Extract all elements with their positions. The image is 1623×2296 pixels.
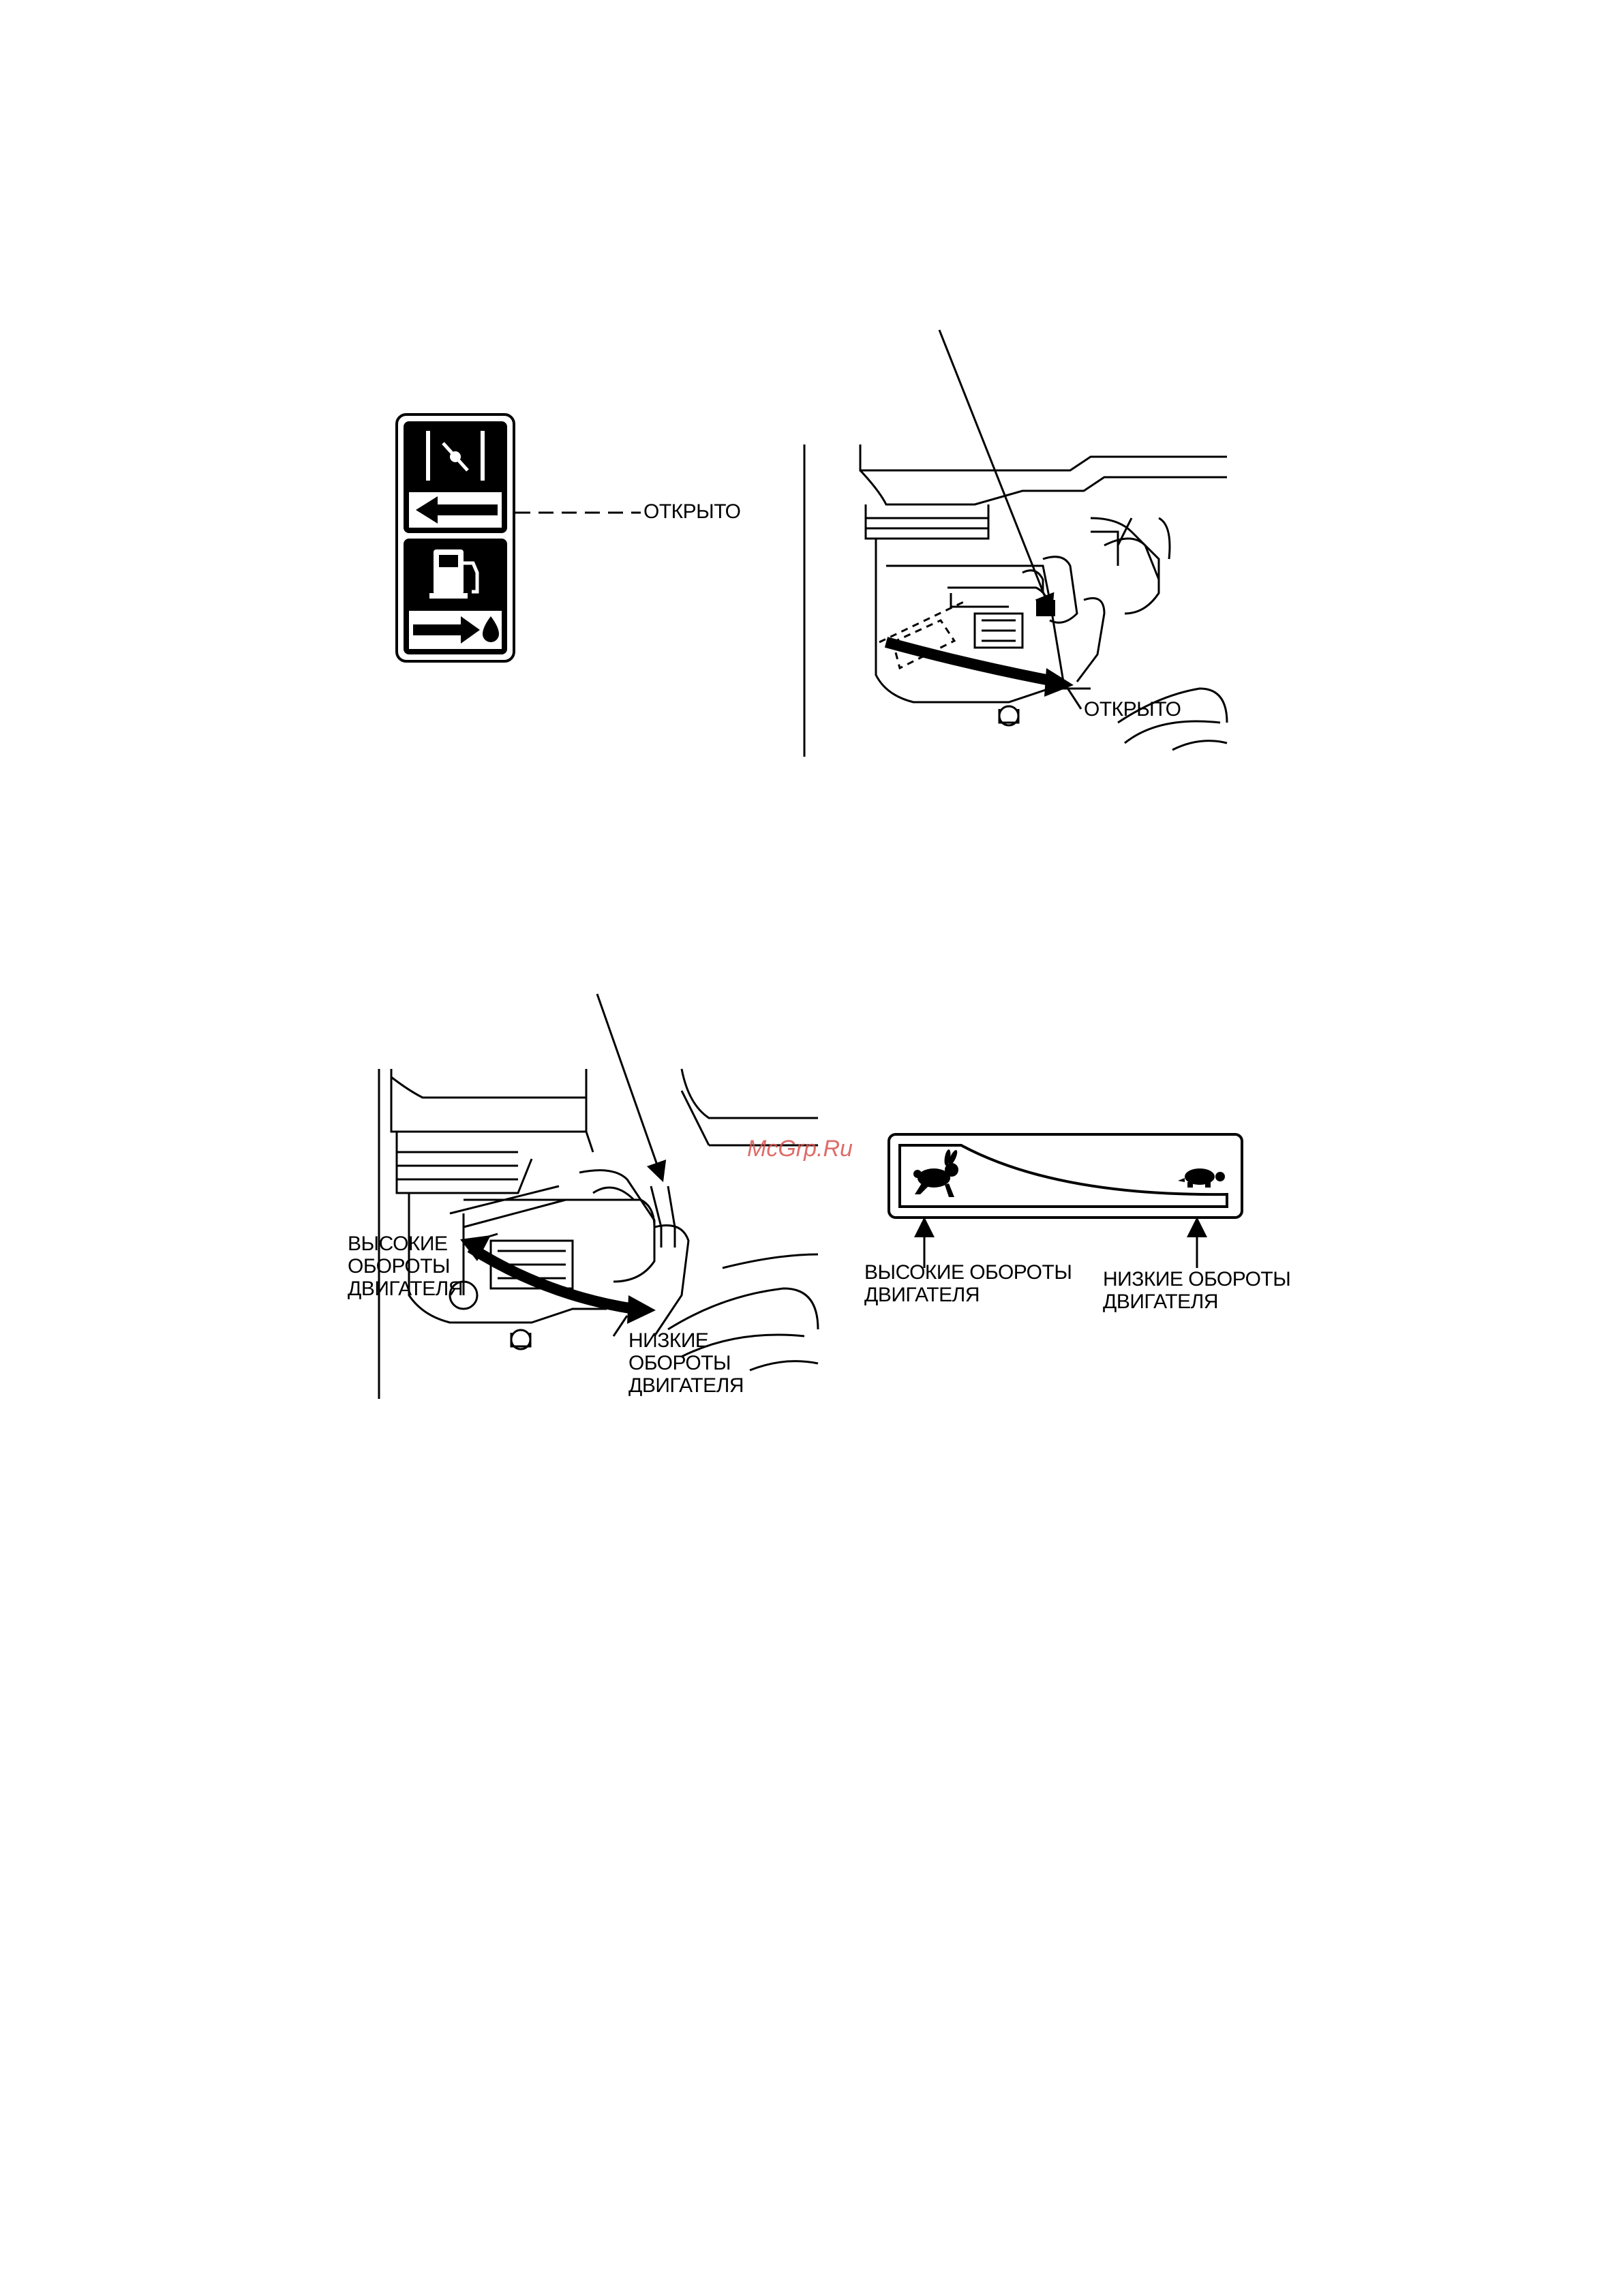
illustration-open-label: ОТКРЫТО [1084,698,1181,721]
fuel-valve-decal [397,414,514,661]
decal-low-label: НИЗКИЕ ОБОРОТЫ ДВИГАТЕЛЯ [1103,1268,1291,1313]
decal-high-label: ВЫСОКИЕ ОБОРОТЫ ДВИГАТЕЛЯ [864,1261,1072,1306]
throttle-low-label: НИЗКИЕ ОБОРОТЫ ДВИГАТЕЛЯ [628,1329,744,1397]
throttle-high-label: ВЫСОКИЕ ОБОРОТЫ ДВИГАТЕЛЯ [348,1233,463,1300]
watermark: McGrp.Ru [747,1136,853,1162]
throttle-decal [889,1134,1242,1218]
decal-open-label: ОТКРЫТО [643,500,741,523]
